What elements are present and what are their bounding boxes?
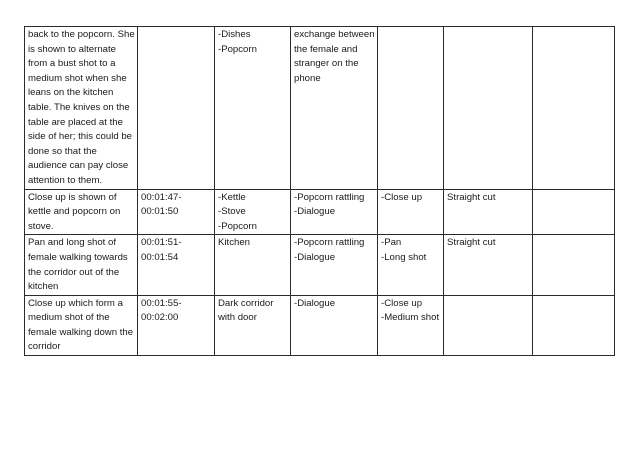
- notes-cell: [533, 235, 615, 295]
- transition-cell: [444, 295, 533, 355]
- timecode-cell: [138, 235, 215, 295]
- cell-text-line: stranger on the: [294, 58, 359, 70]
- cell-text-line: female walking towards: [28, 251, 128, 263]
- transition-cell: [444, 235, 533, 295]
- props-cell: [215, 235, 291, 295]
- cell-text-line: -Close up: [381, 297, 423, 309]
- cell-text-line: -Dishes: [218, 29, 251, 40]
- sound-cell: [291, 235, 378, 295]
- cell-text-line: 00:01:55-: [141, 297, 182, 309]
- shot-type-cell: [378, 295, 444, 355]
- transition-cell: [444, 189, 533, 235]
- cell-text-line: -Medium shot: [381, 312, 440, 324]
- sound-cell: [291, 189, 378, 235]
- description-cell: [25, 295, 138, 355]
- cell-text-line: Close up is shown of: [28, 191, 117, 203]
- cell-text-line: exchange between: [294, 29, 375, 40]
- cell-text-line: corridor: [28, 341, 61, 353]
- cell-text-line: female walking down the: [28, 326, 134, 338]
- cell-text-line: -Popcorn rattling: [294, 237, 365, 249]
- table-row: [25, 295, 615, 355]
- cell-text-line: the corridor out of the: [28, 266, 120, 278]
- notes-cell: [533, 295, 615, 355]
- cell-text-line: 00:01:47-: [141, 191, 182, 203]
- cell-text-line: from a bust shot to a: [28, 58, 116, 70]
- cell-text-line: medium shot of the: [28, 312, 110, 324]
- cell-text-line: medium shot when she: [28, 72, 127, 84]
- cell-text-line: -Dialogue: [294, 251, 336, 263]
- cell-text-line: done so that the: [28, 145, 97, 157]
- cell-text-line: kettle and popcorn on: [28, 206, 121, 218]
- cell-text-line: -Close up: [381, 191, 423, 203]
- table-row: [25, 189, 615, 235]
- timecode-cell: [138, 189, 215, 235]
- cell-text-line: 00:01:54: [141, 251, 179, 263]
- timecode-cell: [138, 27, 215, 190]
- timecode-cell: [138, 295, 215, 355]
- cell-text-line: Close up which form a: [28, 297, 123, 309]
- cell-text-line: 00:01:51-: [141, 237, 182, 249]
- sound-cell: [291, 27, 378, 190]
- cell-text-line: -Dialogue: [294, 297, 336, 309]
- shot-type-cell: [378, 27, 444, 190]
- cell-text-line: back to the popcorn. She: [28, 29, 135, 40]
- cell-text-line: -Popcorn rattling: [294, 191, 365, 203]
- cell-text-line: -Popcorn: [218, 43, 257, 55]
- cell-text-line: 00:02:00: [141, 312, 179, 324]
- cell-text-line: -Popcorn: [218, 220, 257, 232]
- cell-text-line: table are placed at the: [28, 116, 123, 128]
- cell-text-line: -Stove: [218, 206, 246, 218]
- props-cell: [215, 27, 291, 190]
- cell-text-line: Straight cut: [447, 237, 496, 249]
- cell-text-line: Kitchen: [218, 237, 250, 249]
- cell-text-line: kitchen: [28, 281, 59, 293]
- cell-text-line: stove.: [28, 220, 54, 232]
- cell-text-line: -Kettle: [218, 191, 246, 203]
- sound-cell: [291, 295, 378, 355]
- notes-cell: [533, 27, 615, 190]
- cell-text-line: the female and: [294, 43, 358, 55]
- cell-text-line: 00:01:50: [141, 206, 179, 218]
- cell-text-line: is shown to alternate: [28, 43, 116, 55]
- transition-cell: [444, 27, 533, 190]
- cell-text-line: side of her; this could be: [28, 131, 132, 143]
- shot-list-table: [24, 26, 615, 356]
- cell-text-line: attention to them.: [28, 174, 103, 186]
- description-cell: [25, 189, 138, 235]
- cell-text-line: Straight cut: [447, 191, 496, 203]
- cell-text-line: -Pan: [381, 237, 402, 249]
- shot-type-cell: [378, 189, 444, 235]
- cell-text-line: -Dialogue: [294, 206, 336, 218]
- cell-text-line: Dark corridor: [218, 297, 274, 309]
- cell-text-line: Pan and long shot of: [28, 237, 117, 249]
- table-row: [25, 235, 615, 295]
- table-body: [25, 27, 615, 356]
- cell-text-line: -Long shot: [381, 251, 427, 263]
- props-cell: [215, 295, 291, 355]
- shot-type-cell: [378, 235, 444, 295]
- description-cell: [25, 235, 138, 295]
- cell-text-line: with door: [218, 312, 257, 324]
- cell-text-line: leans on the kitchen: [28, 87, 114, 99]
- notes-cell: [533, 189, 615, 235]
- cell-text-line: audience can pay close: [28, 160, 129, 172]
- table-row: [25, 27, 615, 190]
- description-cell: [25, 27, 138, 190]
- props-cell: [215, 189, 291, 235]
- cell-text-line: table. The knives on the: [28, 101, 130, 113]
- cell-text-line: phone: [294, 72, 321, 84]
